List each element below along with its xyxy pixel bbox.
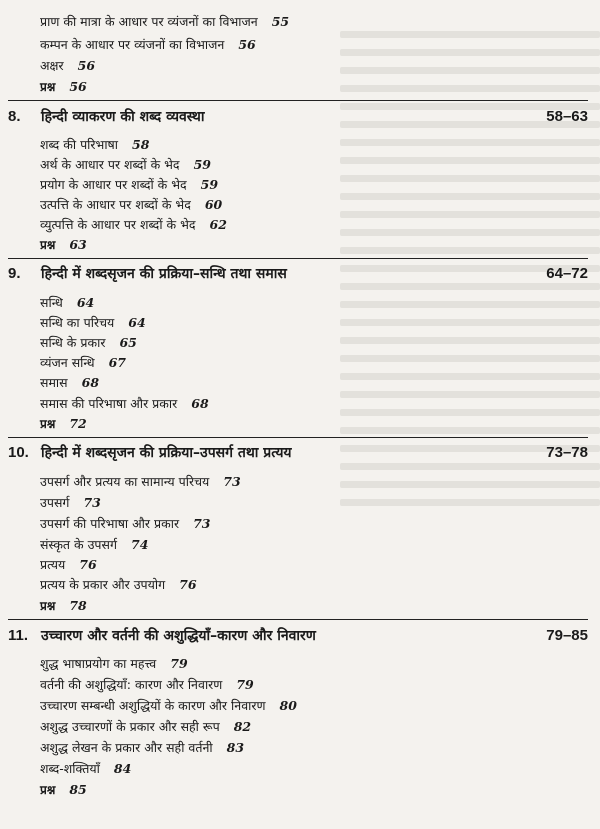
toc-entry: [40, 740, 244, 756]
entry-page: 79: [170, 656, 188, 671]
chapter-title: हिन्दी व्याकरण की शब्द व्यवस्था: [41, 109, 205, 125]
chapter-heading: [8, 626, 588, 646]
toc-entry: [40, 577, 197, 593]
entry-text: शब्द की परिभाषा: [40, 137, 119, 152]
entry-text: उच्चारण सम्बन्धी अशुद्धियों के कारण और निवारण: [40, 698, 266, 713]
entry-page: 62: [209, 217, 227, 232]
toc-entry: [40, 537, 148, 553]
chapter-rule: [8, 100, 588, 101]
entry-page: 76: [179, 577, 197, 592]
entry-text: उपसर्ग: [40, 495, 70, 510]
entry-page: 56: [69, 79, 87, 94]
entry-page: 84: [113, 761, 132, 776]
entry-page: 60: [204, 197, 223, 212]
entry-page: 78: [69, 598, 87, 613]
chapter-rule: [8, 437, 588, 438]
entry-page: 74: [131, 537, 149, 552]
toc-entry: [40, 474, 241, 490]
entry-page: 68: [81, 375, 100, 390]
toc-entry: [40, 355, 126, 371]
entry-text: शब्द-शक्तियाँ: [40, 761, 100, 776]
entry-text: प्रत्यय: [40, 557, 66, 572]
entry-page: 64: [76, 295, 95, 310]
toc-entry: [40, 315, 146, 331]
entry-text: कम्पन के आधार पर व्यंजनों का विभाजन: [40, 37, 225, 52]
entry-text: प्रत्यय के प्रकार और उपयोग: [40, 577, 166, 592]
entry-page: 67: [108, 355, 126, 370]
entry-page: 56: [77, 58, 96, 73]
entry-text: व्युत्पत्ति के आधार पर शब्दों के भेद: [40, 217, 196, 232]
toc-question-entry: [40, 237, 87, 253]
entry-page: 82: [233, 719, 252, 734]
entry-text: प्रश्न: [40, 783, 56, 797]
entry-page: 73: [193, 516, 211, 531]
toc-entry: [40, 197, 222, 213]
chapter-title: हिन्दी में शब्दसृजन की प्रक्रिया–उपसर्ग तथा प्रत्यय: [41, 445, 292, 461]
entry-page: 73: [83, 495, 101, 510]
toc-entry: [40, 719, 251, 735]
chapter-heading: [8, 443, 588, 463]
entry-page: 83: [226, 740, 245, 755]
toc-entry: [40, 137, 149, 153]
entry-text: सन्धि: [40, 295, 63, 310]
chapter-number: 11.: [8, 627, 29, 644]
toc-entry: [40, 295, 94, 311]
entry-page: 55: [271, 14, 290, 29]
toc-entry: [40, 698, 297, 714]
entry-text: प्रश्न: [40, 80, 56, 94]
chapter-rule: [8, 258, 588, 259]
toc-entry: [40, 217, 227, 233]
entry-text: उत्पत्ति के आधार पर शब्दों के भेद: [40, 197, 191, 212]
toc-entry: [40, 157, 211, 173]
chapter-page-range: 73–78: [546, 444, 588, 461]
entry-text: उपसर्ग की परिभाषा और प्रकार: [40, 516, 180, 531]
chapter-title: हिन्दी में शब्दसृजन की प्रक्रिया–सन्धि तथा समास: [41, 266, 287, 282]
entry-text: व्यंजन सन्धि: [40, 355, 95, 370]
entry-text: प्रश्न: [40, 599, 56, 613]
chapter-heading: [8, 107, 588, 127]
entry-text: अशुद्ध उच्चारणों के प्रकार और सही रूप: [40, 719, 220, 734]
toc-entry: [40, 14, 289, 30]
entry-text: शुद्ध भाषाप्रयोग का महत्त्व: [40, 656, 157, 671]
entry-page: 56: [238, 37, 256, 52]
toc-entry: [40, 677, 254, 693]
entry-text: समास की परिभाषा और प्रकार: [40, 396, 178, 411]
toc-entry: [40, 656, 188, 672]
entry-text: समास: [40, 375, 68, 390]
chapter-heading: [8, 264, 588, 284]
entry-page: 64: [128, 315, 146, 330]
entry-text: अशुद्ध लेखन के प्रकार और सही वर्तनी: [40, 740, 213, 755]
toc-entry: [40, 557, 97, 573]
entry-page: 63: [69, 237, 87, 252]
entry-text: वर्तनी की अशुद्धियाँ: कारण और निवारण: [40, 677, 223, 692]
toc-entry: [40, 37, 256, 53]
entry-text: प्रश्न: [40, 238, 56, 252]
toc-entry: [40, 495, 101, 511]
toc-entry: [40, 516, 210, 532]
chapter-page-range: 58–63: [546, 108, 588, 125]
toc-entry: [40, 177, 218, 193]
entry-page: 59: [193, 157, 211, 172]
entry-text: अर्थ के आधार पर शब्दों के भेद: [40, 157, 180, 172]
entry-page: 68: [191, 396, 209, 411]
entry-page: 72: [69, 416, 87, 431]
entry-text: सन्धि के प्रकार: [40, 335, 106, 350]
chapter-number: 8.: [8, 108, 21, 125]
entry-page: 65: [119, 335, 137, 350]
entry-page: 79: [236, 677, 254, 692]
toc-entry: [40, 58, 95, 74]
chapter-number: 10.: [8, 444, 29, 461]
toc-question-entry: [40, 416, 87, 432]
entry-text: सन्धि का परिचय: [40, 315, 115, 330]
entry-text: प्राण की मात्रा के आधार पर व्यंजनों का विभाजन: [40, 14, 258, 29]
entry-text: संस्कृत के उपसर्ग: [40, 537, 118, 552]
entry-page: 58: [132, 137, 150, 152]
chapter-title: उच्चारण और वर्तनी की अशुद्धियाँ–कारण और निवारण: [41, 628, 316, 644]
entry-page: 59: [200, 177, 219, 192]
entry-page: 80: [279, 698, 297, 713]
toc-entry: [40, 375, 99, 391]
entry-text: अक्षर: [40, 58, 64, 73]
toc-entry: [40, 761, 131, 777]
entry-page: 76: [79, 557, 97, 572]
entry-text: उपसर्ग और प्रत्यय का सामान्य परिचय: [40, 474, 210, 489]
chapter-page-range: 79–85: [546, 627, 588, 644]
toc-entry: [40, 396, 209, 412]
entry-text: प्रश्न: [40, 417, 56, 431]
entry-page: 85: [69, 782, 87, 797]
toc-question-entry: [40, 598, 87, 614]
chapter-page-range: 64–72: [546, 265, 588, 282]
toc-question-entry: [40, 79, 87, 95]
toc-entry: [40, 335, 137, 351]
entry-page: 73: [223, 474, 241, 489]
entry-text: प्रयोग के आधार पर शब्दों के भेद: [40, 177, 187, 192]
toc-question-entry: [40, 782, 87, 798]
chapter-number: 9.: [8, 265, 21, 282]
chapter-rule: [8, 619, 588, 620]
